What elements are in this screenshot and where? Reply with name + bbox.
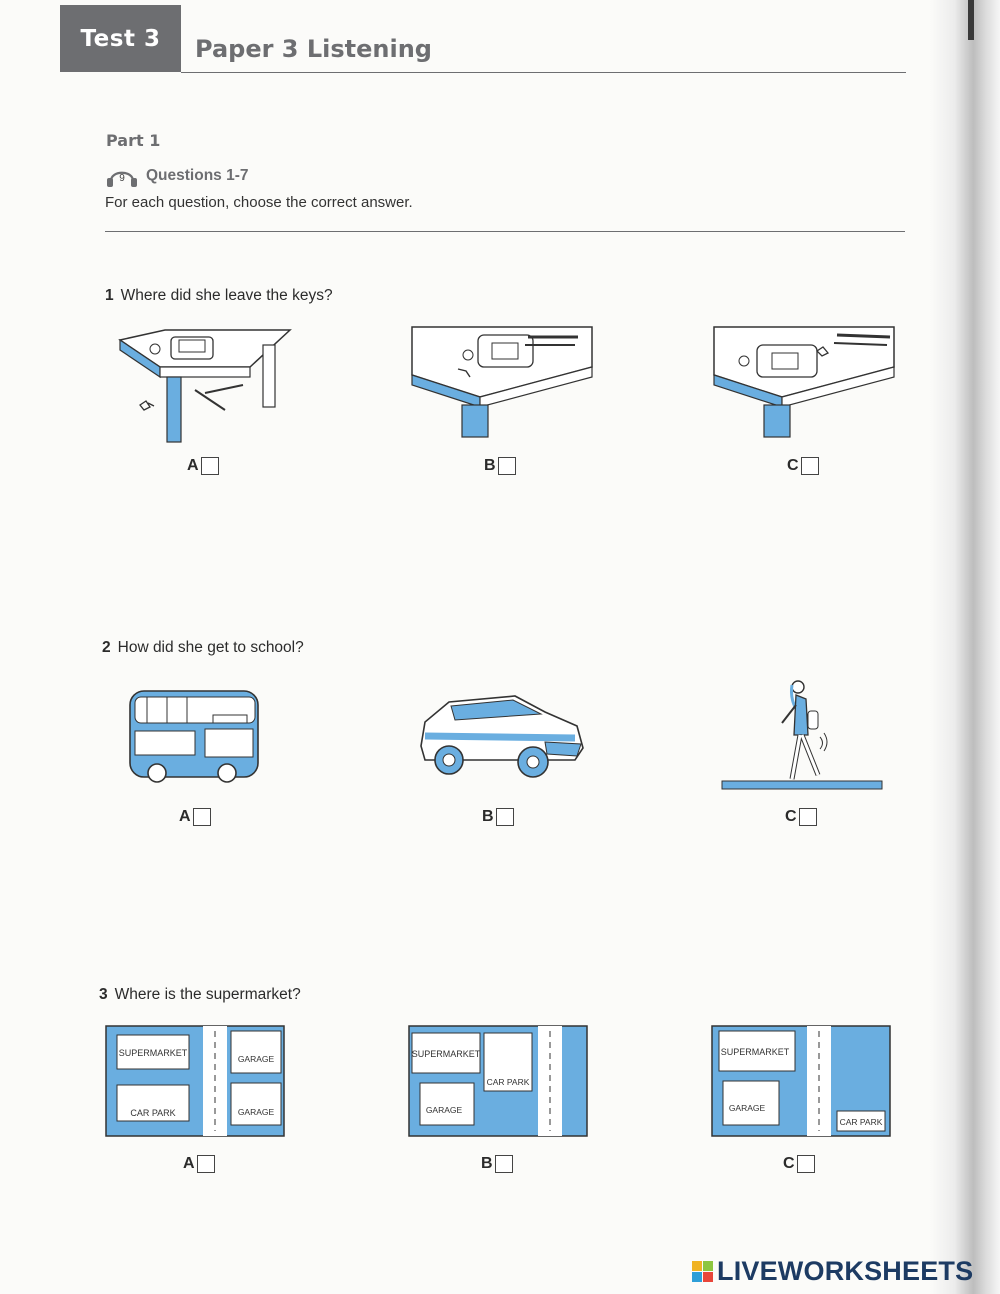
map-supermarket-label: SUPERMARKET [720, 1047, 790, 1057]
header-divider [181, 72, 906, 73]
test-label-tab [60, 5, 181, 72]
answer-checkbox[interactable] [496, 808, 514, 826]
question-text: How did she get to school? [117, 639, 304, 656]
map-supermarket-label: SUPERMARKET [118, 1048, 188, 1058]
car-picture [415, 686, 587, 781]
page-title: Paper 3 Listening [195, 35, 432, 63]
questions-range [104, 164, 249, 188]
questions-range-label: Questions 1-7 [146, 167, 249, 184]
test-label: Test 3 [80, 25, 161, 52]
map-car-park-label: CAR PARK [486, 1077, 530, 1087]
option-1c[interactable] [787, 457, 819, 475]
answer-checkbox[interactable] [498, 457, 516, 475]
answer-checkbox[interactable] [193, 808, 211, 826]
question-3 [99, 986, 301, 1004]
answer-checkbox[interactable] [201, 457, 219, 475]
map-garage-label: GARAGE [425, 1105, 463, 1115]
option-1b[interactable] [484, 457, 516, 475]
option-letter: B [481, 1155, 493, 1172]
page-spine-shadow [930, 0, 1000, 1294]
option-letter: A [179, 808, 191, 825]
map-garage-label: GARAGE [237, 1054, 275, 1064]
option-letter: B [482, 808, 494, 825]
option-letter: B [484, 457, 496, 474]
question-number: 3 [99, 986, 108, 1003]
question-number: 2 [102, 639, 111, 656]
liveworksheets-logo [692, 1256, 973, 1287]
question-number: 1 [105, 287, 114, 304]
track-number: 9 [119, 173, 125, 184]
question-text: Where is the supermarket? [114, 986, 301, 1003]
option-2b[interactable] [482, 808, 514, 826]
option-letter: C [783, 1155, 795, 1172]
option-2c[interactable] [785, 808, 817, 826]
option-1c-picture [712, 325, 897, 440]
option-3c[interactable] [783, 1155, 815, 1173]
answer-checkbox[interactable] [495, 1155, 513, 1173]
walking-picture [720, 675, 885, 793]
question-1 [105, 287, 333, 305]
option-1b-picture [410, 325, 595, 440]
headphones-icon [104, 164, 140, 188]
map-car-park-label: CAR PARK [130, 1108, 176, 1118]
bus-picture [127, 683, 262, 788]
watermark-text: LIVEWORKSHEETS [717, 1256, 974, 1286]
answer-checkbox[interactable] [801, 457, 819, 475]
map-c-picture [711, 1025, 891, 1137]
option-3a[interactable] [183, 1155, 215, 1173]
page-edge [968, 0, 974, 40]
map-garage-label: GARAGE [728, 1103, 766, 1113]
option-letter: C [787, 457, 799, 474]
map-car-park-label: CAR PARK [839, 1117, 883, 1127]
option-3b[interactable] [481, 1155, 513, 1173]
option-letter: C [785, 808, 797, 825]
question-text: Where did she leave the keys? [120, 287, 333, 304]
option-letter: A [183, 1155, 195, 1172]
answer-checkbox[interactable] [799, 808, 817, 826]
question-2 [102, 639, 304, 657]
option-letter: A [187, 457, 199, 474]
section-divider [105, 231, 905, 232]
map-b-picture [408, 1025, 588, 1137]
option-1a-picture [115, 325, 295, 450]
map-garage-label: GARAGE [237, 1107, 275, 1117]
option-1a[interactable] [187, 457, 219, 475]
logo-mark-icon [692, 1261, 713, 1282]
answer-checkbox[interactable] [197, 1155, 215, 1173]
map-supermarket-label: SUPERMARKET [411, 1049, 481, 1059]
map-a-picture [105, 1025, 285, 1137]
answer-checkbox[interactable] [797, 1155, 815, 1173]
instructions: For each question, choose the correct answer. [105, 194, 413, 211]
option-2a[interactable] [179, 808, 211, 826]
part-heading: Part 1 [106, 131, 161, 150]
